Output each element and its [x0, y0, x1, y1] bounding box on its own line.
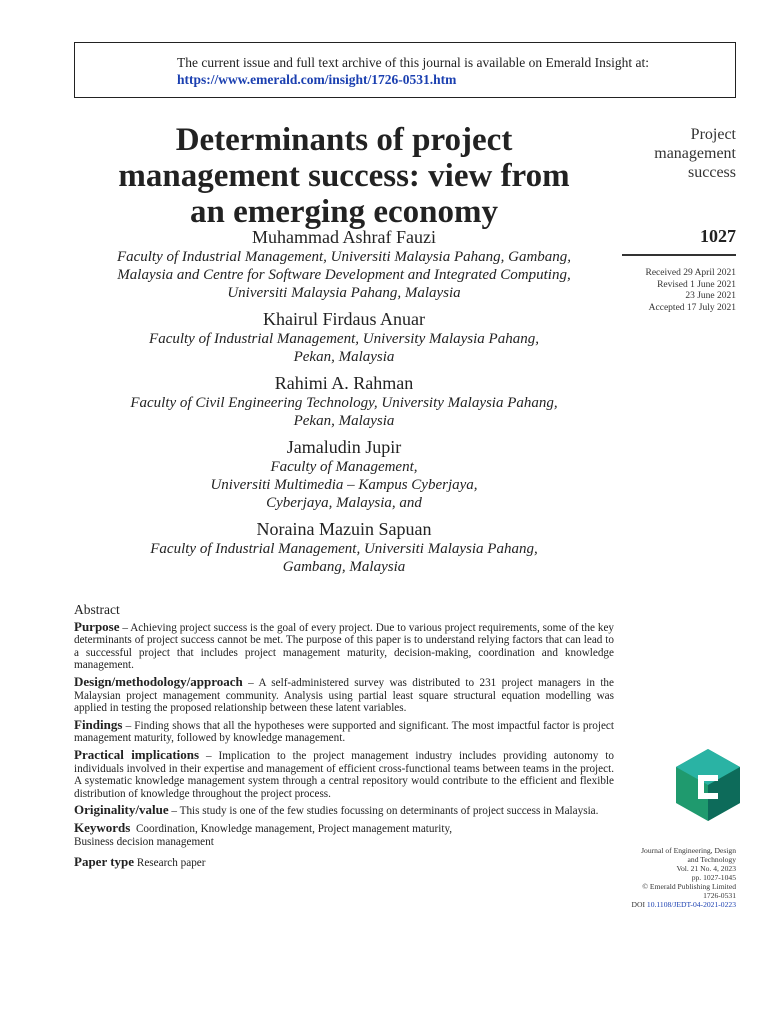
abstract-findings — [74, 716, 614, 745]
author-affiliation — [74, 540, 614, 576]
author-name: Jamaludin Jupir — [286, 437, 402, 457]
keywords-line: Business decision management — [74, 835, 214, 848]
keywords — [74, 819, 614, 848]
author-affiliation — [74, 248, 614, 302]
affiliation-line: Pekan, Malaysia — [293, 413, 395, 429]
abstract-purpose — [74, 618, 614, 672]
submission-dates — [536, 268, 736, 314]
margin-divider — [622, 254, 736, 256]
affiliation-line: Malaysia and Centre for Software Development and Integrated Computing, — [117, 267, 571, 283]
keywords-label: Keywords — [74, 819, 131, 835]
section-text: – A self-administered survey was distributed to 231 project managers in the Malaysian project management community. Analysis using partial least square structural equation modelling was applied in testing the proposed relationship between these latent variables. — [74, 676, 614, 715]
journal-info-line: Journal of Engineering, Design — [641, 846, 736, 855]
paper-type-value: Research paper — [136, 857, 206, 870]
affiliation-line: Gambang, Malaysia — [282, 559, 406, 575]
running-title-line: success — [688, 164, 736, 181]
affiliation-line: Faculty of Industrial Management, Universiti Malaysia Pahang, Gambang, — [116, 249, 572, 265]
author-affiliation — [74, 394, 614, 430]
running-title-line: management — [654, 145, 736, 162]
title-line: an emerging economy — [190, 194, 498, 230]
keywords-line: Coordination, Knowledge management, Project management maturity, — [135, 822, 453, 835]
doi-label: DOI — [631, 900, 645, 909]
section-label: Originality/value — [74, 802, 169, 818]
section-text: – This study is one of the few studies focussing on determinants of project success in Malaysia. — [168, 805, 599, 818]
journal-info-line: 1726-0531 — [703, 891, 736, 900]
author-list — [74, 226, 614, 576]
date-line: Accepted 17 July 2021 — [648, 302, 736, 313]
paper-title — [74, 122, 614, 230]
doi-link[interactable]: 10.1108/JEDT-04-2021-0223 — [646, 900, 736, 909]
paper-type-label: Paper type — [74, 854, 135, 870]
date-line: 23 June 2021 — [685, 291, 736, 301]
section-text: – Achieving project success is the goal of every project. Due to various project requirements, some of the key determinants of project success cannot be met. The purpose of this paper is to understand relying factors that can lead to a successful project that includes project management maturity, decision-making, coordination and knowledge management. — [74, 621, 614, 672]
title-line: Determinants of project — [175, 122, 513, 158]
section-text: – Finding shows that all the hypotheses were supported and significant. The most impactful factor is project management maturity, followed by knowledge management. — [74, 719, 614, 745]
author-name: Khairul Firdaus Anuar — [263, 309, 425, 329]
section-label: Design/methodology/approach — [74, 673, 243, 689]
archive-notice-box — [74, 42, 736, 98]
affiliation-line: Cyberjaya, Malaysia, and — [266, 495, 422, 511]
author-name: Muhammad Ashraf Fauzi — [252, 227, 436, 247]
abstract-design — [74, 673, 614, 715]
abstract-originality — [74, 804, 614, 818]
publisher-logo-icon — [676, 749, 740, 821]
affiliation-line: Faculty of Civil Engineering Technology, University Malaysia Pahang, — [130, 395, 558, 411]
date-line: Received 29 April 2021 — [645, 268, 736, 278]
journal-info-line: pp. 1027-1045 — [691, 873, 736, 882]
affiliation-line: Faculty of Management, — [270, 459, 418, 475]
journal-info-line: © Emerald Publishing Limited — [642, 882, 736, 891]
page-number: 1027 — [700, 226, 736, 246]
section-label: Practical implications — [74, 746, 200, 762]
journal-info-line: and Technology — [687, 855, 736, 864]
running-title — [536, 125, 736, 182]
section-label: Purpose — [74, 618, 120, 634]
affiliation-line: Pekan, Malaysia — [293, 349, 395, 365]
section-label: Findings — [74, 716, 123, 732]
affiliation-line: Faculty of Industrial Management, Universiti Malaysia Pahang, — [150, 541, 538, 557]
abstract-section — [74, 604, 614, 870]
journal-info-line: Vol. 21 No. 4, 2023 — [676, 864, 736, 873]
abstract-heading: Abstract — [74, 602, 120, 617]
author-affiliation — [74, 330, 614, 366]
affiliation-line: Universiti Malaysia Pahang, Malaysia — [227, 285, 461, 301]
title-line: management success: view from — [118, 158, 570, 194]
doi-line — [556, 900, 736, 909]
author-affiliation — [74, 458, 614, 512]
paper-type — [74, 856, 614, 870]
section-text: – Implication to the project management industry includes providing autonomy to individuals involved in their expertise and management of efficient cross-functional teams between teams in the project. A systematic knowledge management system through a central repository would contribute to the efficient and flexible distribution of knowledge throughout the project process. — [74, 749, 614, 800]
date-line: Revised 1 June 2021 — [657, 279, 736, 290]
running-title-line: Project — [690, 126, 736, 143]
affiliation-line: Faculty of Industrial Management, University Malaysia Pahang, — [149, 331, 539, 347]
author-name: Noraina Mazuin Sapuan — [256, 519, 432, 539]
archive-notice-text: The current issue and full text archive of this journal is available on Emerald Insight at: — [177, 55, 649, 70]
abstract-practical — [74, 746, 614, 800]
journal-info — [556, 846, 736, 909]
affiliation-line: Universiti Multimedia – Kampus Cyberjaya, — [210, 477, 478, 493]
author-name: Rahimi A. Rahman — [274, 373, 414, 393]
journal-url-link[interactable]: https://www.emerald.com/insight/1726-0531.htm — [177, 72, 457, 87]
